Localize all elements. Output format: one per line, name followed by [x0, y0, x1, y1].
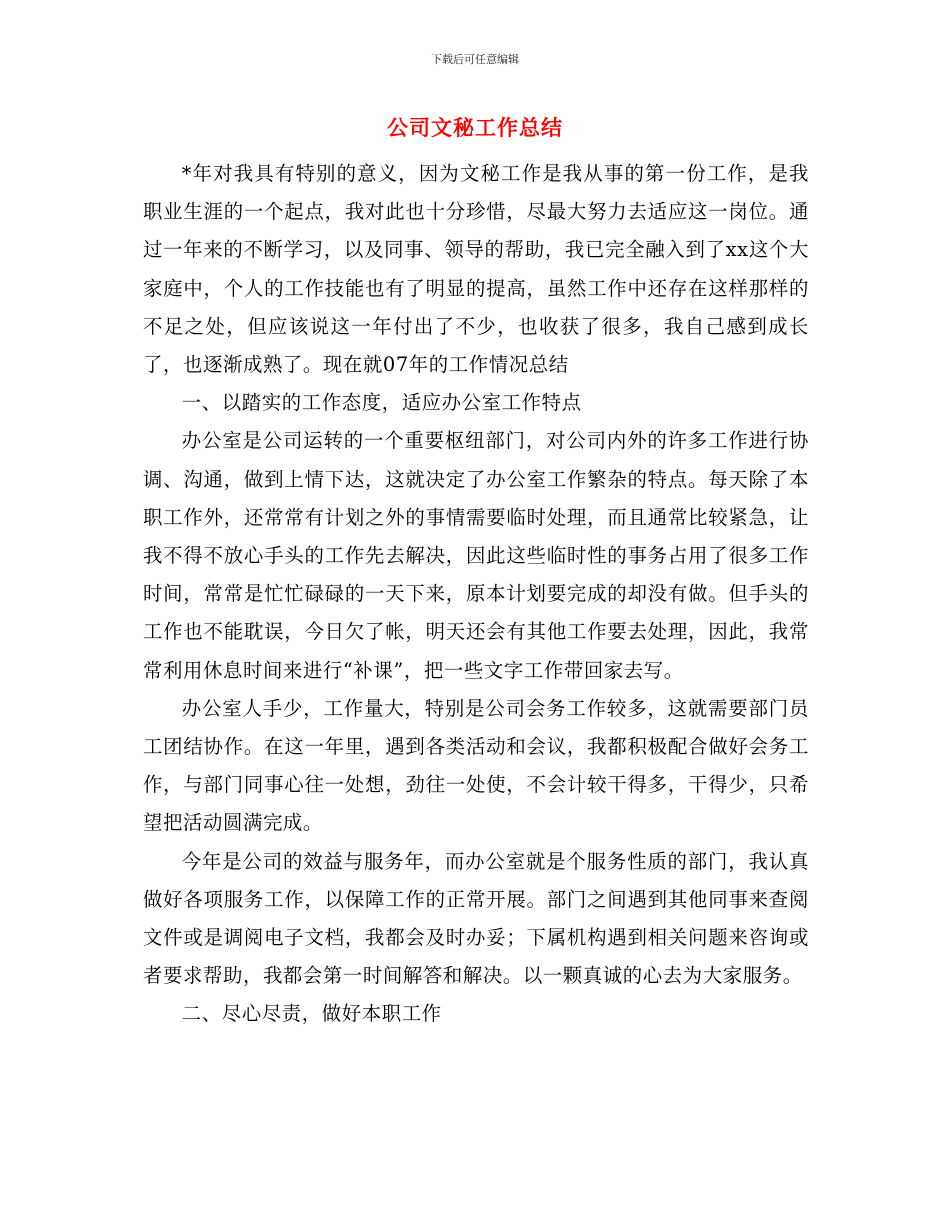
paragraph-teamwork: 办公室人手少，工作量大，特别是公司会务工作较多，这就需要部门员工团结协作。在这一年里，遇到各类活动和会议，我都积极配合做好会务工作，与部门同事心往一处想，劲往一处使，不会计较干得多，干得少，只希望把活动圆满完成。 — [143, 696, 809, 835]
document-title: 公司文秘工作总结 — [387, 115, 563, 140]
paragraph-service: 今年是公司的效益与服务年，而办公室就是个服务性质的部门，我认真做好各项服务工作，以保障工作的正常开展。部门之间遇到其他同事来查阅文件或是调阅电子文档，我都会及时办妥；下属机构遇到相关问题来咨询或者要求帮助，我都会第一时间解答和解决。以一颗真诚的心去为大家服务。 — [143, 849, 809, 988]
section-heading-1: 一、以踏实的工作态度，适应办公室工作特点 — [181, 391, 582, 415]
header-note: 下载后可任意编辑 — [431, 53, 519, 66]
section-heading-2: 二、尽心尽责，做好本职工作 — [181, 1002, 442, 1026]
paragraph-office-hub: 办公室是公司运转的一个重要枢纽部门，对公司内外的许多工作进行协调、沟通，做到上情下达，这就决定了办公室工作繁杂的特点。每天除了本职工作外，还常常有计划之外的事情需要临时处理，而且通常比较紧急，让我不得不放心手头的工作先去解决，因此这些临时性的事务占用了很多工作时间，常常是忙忙碌碌的一天下来，原本计划要完成的却没有做。但手头的工作也不能耽误，今日欠了帐，明天还会有其他工作要去处理，因此，我常常利用休息时间来进行“补课”，把一些文字工作带回家去写。 — [143, 429, 809, 682]
document-body — [143, 155, 809, 1034]
paragraph-intro: *年对我具有特别的意义，因为文秘工作是我从事的第一份工作，是我职业生涯的一个起点，我对此也十分珍惜，尽最大努力去适应这一岗位。通过一年来的不断学习，以及同事、领导的帮助，我已完全融入到了xx这个大家庭中，个人的工作技能也有了明显的提高，虽然工作中还存在这样那样的不足之处，但应该说这一年付出了不少，也收获了很多，我自己感到成长了，也逐渐成熟了。现在就07年的工作情况总结 — [143, 162, 809, 377]
